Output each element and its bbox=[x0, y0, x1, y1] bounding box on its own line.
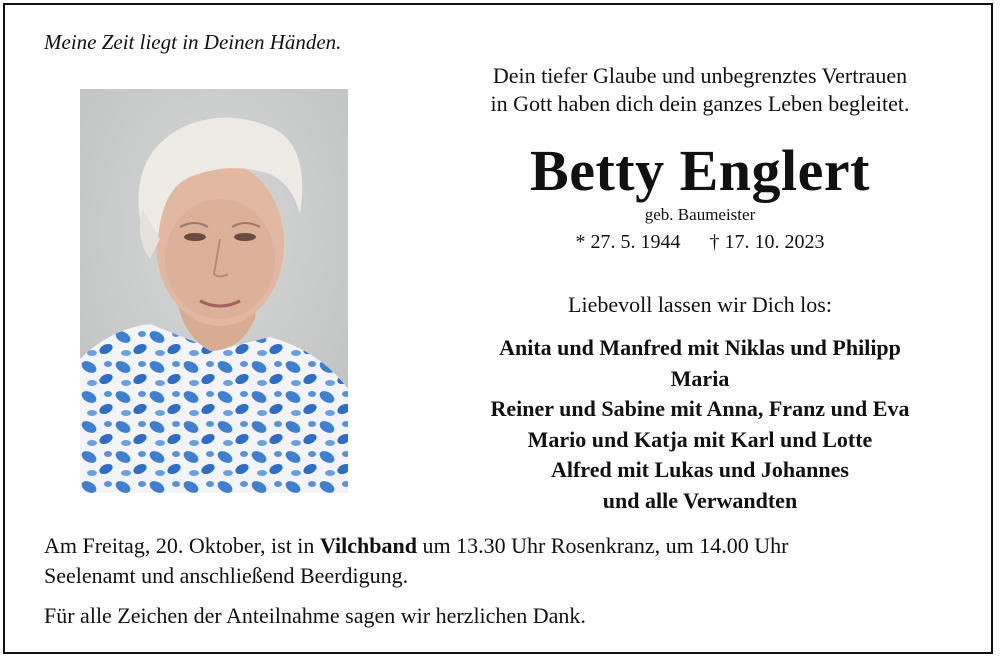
service-place: Vilchband bbox=[319, 533, 417, 558]
service-info bbox=[44, 531, 964, 591]
family-line: Maria bbox=[670, 365, 730, 391]
birth-date: * 27. 5. 1944 bbox=[575, 231, 681, 253]
faith-line: in Gott haben dich dein ganzes Leben begleitet. bbox=[490, 91, 910, 116]
motto: Meine Zeit liegt in Deinen Händen. bbox=[44, 30, 342, 54]
family-line: Alfred mit Lukas und Johannes bbox=[551, 457, 849, 482]
service-line-1 bbox=[44, 531, 964, 561]
family-line: Anita und Manfred mit Niklas und Philipp bbox=[499, 335, 901, 360]
family-line: Mario und Katja mit Karl und Lotte bbox=[527, 426, 873, 452]
family-list bbox=[420, 333, 980, 516]
deceased-name: Betty Englert bbox=[530, 138, 870, 203]
service-text-before: Am Freitag, 20. Oktober, ist in bbox=[44, 533, 320, 558]
life-dates bbox=[420, 231, 980, 254]
birth-name: geb. Baumeister bbox=[644, 205, 756, 224]
faith-quote bbox=[420, 62, 980, 118]
portrait-photo bbox=[80, 89, 348, 493]
family-line: und alle Verwandten bbox=[602, 487, 798, 513]
release-line: Liebevoll lassen wir Dich los: bbox=[568, 292, 832, 317]
thanks-line: Für alle Zeichen der Anteilnahme sagen wir herzlichen Dank. bbox=[44, 603, 586, 628]
faith-line: Dein tiefer Glaube und unbegrenztes Vertrauen bbox=[492, 63, 908, 88]
family-line: Reiner und Sabine mit Anna, Franz und Eva bbox=[490, 396, 910, 421]
death-date: † 17. 10. 2023 bbox=[709, 231, 825, 253]
service-line-2: Seelenamt und anschließend Beerdigung. bbox=[44, 563, 409, 588]
service-text-after: um 13.30 Uhr Rosenkranz, um 14.00 Uhr bbox=[416, 533, 789, 558]
